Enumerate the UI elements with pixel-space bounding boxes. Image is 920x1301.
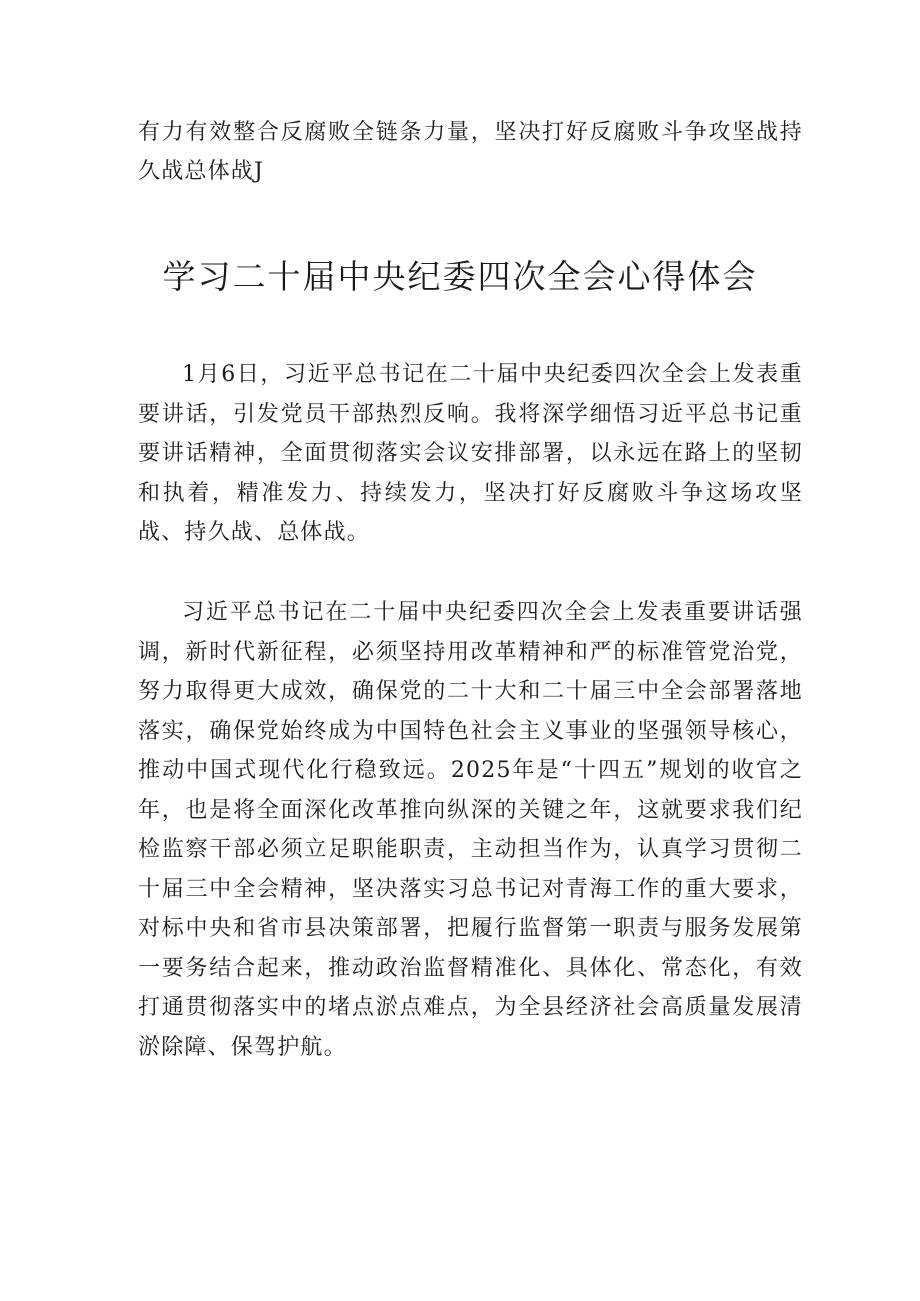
body-paragraph-2: 习近平总书记在二十届中央纪委四次全会上发表重要讲话强调，新时代新征程，必须坚持用改革精神和严的标准管党治党，努力取得更大成效，确保党的二十大和二十届三中全会部署落地落实，确保党始终成为中国特色社会主义事业的坚强领导核心，推动中国式现代化行稳致远。2025年是“十四五”规划的收官之年，也是将全面深化改革推向纵深的关键之年，这就要求我们纪检监察干部必须立足职能职责，主动担当作为，认真学习贯彻二十届三中全会精神，坚决落实习总书记对青海工作的重大要求，对标中央和省市县决策部署，把履行监督第一职责与服务发展第一要务结合起来，推动政治监督精准化、具体化、常态化，有效打通贯彻落实中的堵点淤点难点，为全县经济社会高质量发展清淤除障、保驾护航。 (138, 600, 803, 1060)
page-title: 学习二十届中央纪委四次全会心得体会 (162, 257, 758, 296)
body-paragraph-1: 1月6日，习近平总书记在二十届中央纪委四次全会上发表重要讲话，引发党员干部热烈反响。我将深学细悟习近平总书记重要讲话精神，全面贯彻落实会议安排部署，以永远在路上的坚韧和执着，精准发力、持续发力，坚决打好反腐败斗争这场攻坚战、持久战、总体战。 (138, 362, 803, 545)
lead-paragraph: 有力有效整合反腐败全链条力量，坚决打好反腐败斗争攻坚战持久战总体战J (138, 120, 803, 184)
